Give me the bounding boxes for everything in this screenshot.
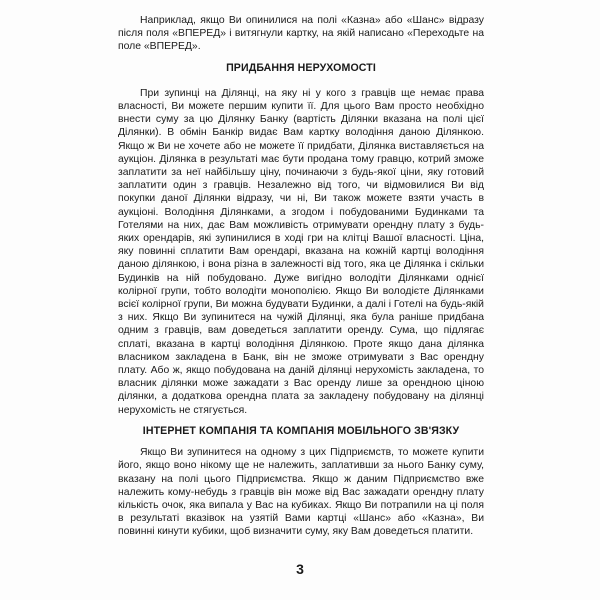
property-paragraph: При зупинці на Ділянці, на яку ні у кого з гравців ще немає права власності, Ви можете першим купити її. Для цього Вам просто необхідно внести суму за цю Ділянку Банку (вартість Ділянки вказана на полі цієї Ділянки). В обмін Банкір видає Вам картку володіння даною Ділянкою. Якщо ж Ви не хочете або не можете її придбати, Ділянка виставляється на аукціон. Ділянка в результаті має бути продана тому гравцю, котрий зможе заплатити за неї найбільшу ціну, починаючи з будь-якої ціни, яку готовий заплатити один з гравців. Незалежно від того, чи відмовилися Ви від покупки даної Ділянки відразу, чи ні, Ви також можете взяти участь в аукціоні. Володіння Ділянками, а згодом і побудованими Будинками та Готелями на них, дає Вам можливість отримувати орендну плату з будь-яких орендарів, які зупинилися в ході гри на клітці Вашої власності. Ціна, яку повинні сплатити Вам орендарі, вказана на кожній картці володіння даною ділянкою, і вона різна в залежності від того, яка це Ділянка і скільки Будинків на ній побудовано. Дуже вигідно володіти Ділянками однієї колірної групи, тобто володіти монополією. Якщо Ви володієте Ділянками всієї колірної групи, Ви можна будувати Будинки, а далі і Готелі на будь-якій з них. Якщо Ви зупинитеся на чужій Ділянці, яка була раніше придбана одним з гравців, вам доведеться заплатити оренду. Сума, що підлягає сплаті, вказана в картці володіння Ділянкою. Проте якщо дана ділянка власником закладена в Банк, він не зможе отримувати з Вас орендну плату. Або ж, якщо побудована на даній ділянці нерухомість закладена, то власник ділянки може зажадати з Вас оренду лише за орендною ціною ділянки, а додаткова орендна плата за закладену побудовану на ділянці нерухомість не стягується. bbox=[118, 87, 484, 416]
section-heading-property: ПРИДБАННЯ НЕРУХОМОСТІ bbox=[226, 61, 376, 74]
page-content bbox=[118, 14, 484, 539]
intro-paragraph: Наприклад, якщо Ви опинилися на полі «Казна» або «Шанс» відразу після поля «ВПЕРЕД» і витягнули картку, на якій написано «Переходьте на поле «ВПЕРЕД». bbox=[118, 15, 484, 53]
section-heading-internet-mobile: ІНТЕРНЕТ КОМПАНІЯ ТА КОМПАНІЯ МОБІЛЬНОГО ЗВ'ЯЗКУ bbox=[142, 424, 460, 437]
page-number: 3 bbox=[296, 561, 304, 577]
internet-mobile-paragraph: Якщо Ви зупинитеся на одному з цих Підприємств, то можете купити його, якщо воно нікому ще не належить, заплативши за нього Банку суму, вказану на полі цього Підприємства. Якщо ж даним Підприємство вже належить кому-небудь з гравців він може від Вас зажадати орендну плату кількість очок, яка випала у Вас на кубиках. Якщо Ви потрапили на ці поля в результаті вказівок на узятій Вами картці «Шанс» або «Казна», Ви повинні кинути кубики, щоб визначити суму, яку Вам доведеться платити. bbox=[118, 447, 484, 538]
